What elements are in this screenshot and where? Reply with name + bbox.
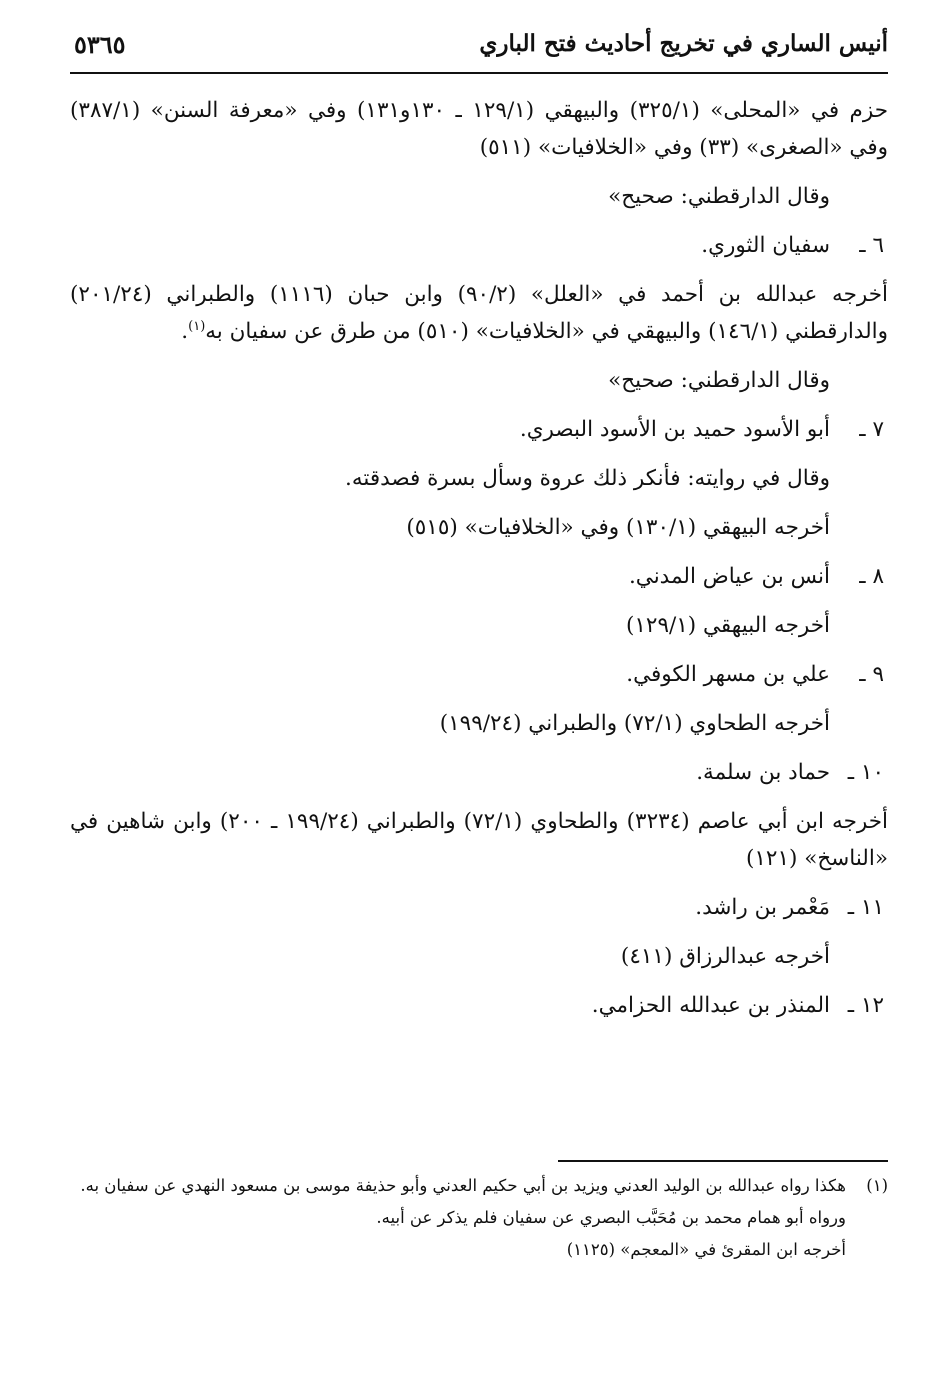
paragraph-daraqutni-comment-2: وقال الدارقطني: صحيح» — [608, 368, 830, 393]
item-number: ١٢ ـ — [847, 993, 884, 1018]
main-text — [70, 92, 888, 1036]
footnote-line: هكذا رواه عبدالله بن الوليد العدني ويزيد بن أبي حكيم العدني وأبو حذيفة موسى بن مسعود النهدي عن سفيان به. — [80, 1176, 846, 1195]
footnote-reference: (١) — [188, 318, 206, 334]
narrator-name: سفيان الثوري. — [701, 233, 830, 258]
paragraph-takhrij-bayhaqi: أخرجه البيهقي (١٣٠/١) وفي «الخلافيات» (٥١٥) — [406, 515, 830, 540]
list-item-narrator-12 — [70, 987, 888, 1024]
footnote-1 — [70, 1170, 888, 1266]
paragraph-daraqutni-comment: وقال الدارقطني: صحيح» — [608, 184, 830, 209]
list-item-narrator-11 — [70, 889, 888, 926]
list-item-narrator-9 — [70, 656, 888, 693]
list-item-narrator-7 — [70, 411, 888, 448]
paragraph-takhrij-bayhaqi-2: أخرجه البيهقي (١٢٩/١) — [625, 613, 830, 638]
item-number: ٨ ـ — [859, 564, 884, 589]
paragraph-takhrij-abdulrazzaq: أخرجه عبدالرزاق (٤١١) — [620, 944, 830, 969]
list-item-narrator-8 — [70, 558, 888, 595]
footnote-divider — [558, 1160, 888, 1162]
list-item-narrator-10 — [70, 754, 888, 791]
narrator-name: المنذر بن عبدالله الحزامي. — [591, 993, 830, 1018]
list-item-narrator-6 — [70, 227, 888, 264]
item-number: ٩ ـ — [859, 662, 884, 687]
item-number: ١٠ ـ — [847, 760, 884, 785]
narrator-name: حماد بن سلمة. — [696, 760, 830, 785]
page-number: ٥٣٦٥ — [74, 30, 126, 59]
narrator-name: أبو الأسود حميد بن الأسود البصري. — [519, 417, 830, 442]
paragraph-riwaya-note: وقال في روايته: فأنكر ذلك عروة وسأل بسرة فصدقته. — [344, 466, 830, 491]
paragraph-takhrij-tahawi: أخرجه الطحاوي (٧٢/١) والطبراني (١٩٩/٢٤) — [439, 711, 830, 736]
paragraph-takhrij-continued: حزم في «المحلى» (٣٢٥/١) والبيهقي (١٢٩/١ ـ ١٣٠و١٣١) وفي «معرفة السنن» (٣٨٧/١) وفي «الصغرى» (٣٣) وفي «الخلافيات» (٥١١) — [70, 98, 889, 160]
narrator-name: أنس بن عياض المدني. — [628, 564, 830, 589]
item-number: ٧ ـ — [859, 417, 884, 442]
page-header — [70, 28, 888, 74]
paragraph-text: أخرجه عبدالله بن أحمد في «العلل» (٩٠/٢) وابن حبان (١١١٦) والطبراني (٢٠١/٢٤) والدارقطني (١٤٦/١) والبيهقي في «الخلافيات» (٥١٠) من طرق عن سفيان به — [70, 282, 888, 344]
paragraph-end: . — [181, 319, 189, 344]
narrator-name: مَعْمر بن راشد. — [695, 895, 830, 920]
footnotes — [70, 1170, 888, 1266]
paragraph-takhrij-ibn-abi-asim: أخرجه ابن أبي عاصم (٣٢٣٤) والطحاوي (٧٢/١) والطبراني (١٩٩/٢٤ ـ ٢٠٠) وابن شاهين في «الناسخ» (١٢١) — [70, 809, 888, 871]
item-number: ١١ ـ — [847, 895, 884, 920]
footnote-label: (١) — [866, 1176, 888, 1195]
item-number: ٦ ـ — [859, 233, 884, 258]
running-title: أنيس الساري في تخريج أحاديث فتح الباري — [479, 30, 888, 57]
footnote-line: ورواه أبو همام محمد بن مُحَبَّب البصري عن سفيان فلم يذكر عن أبيه. — [376, 1208, 846, 1227]
narrator-name: علي بن مسهر الكوفي. — [626, 662, 830, 687]
footnote-line: أخرجه ابن المقرئ في «المعجم» (١١٢٥) — [566, 1240, 846, 1259]
footnote-body — [70, 1170, 846, 1266]
paragraph-takhrij-sufyan — [70, 276, 888, 350]
